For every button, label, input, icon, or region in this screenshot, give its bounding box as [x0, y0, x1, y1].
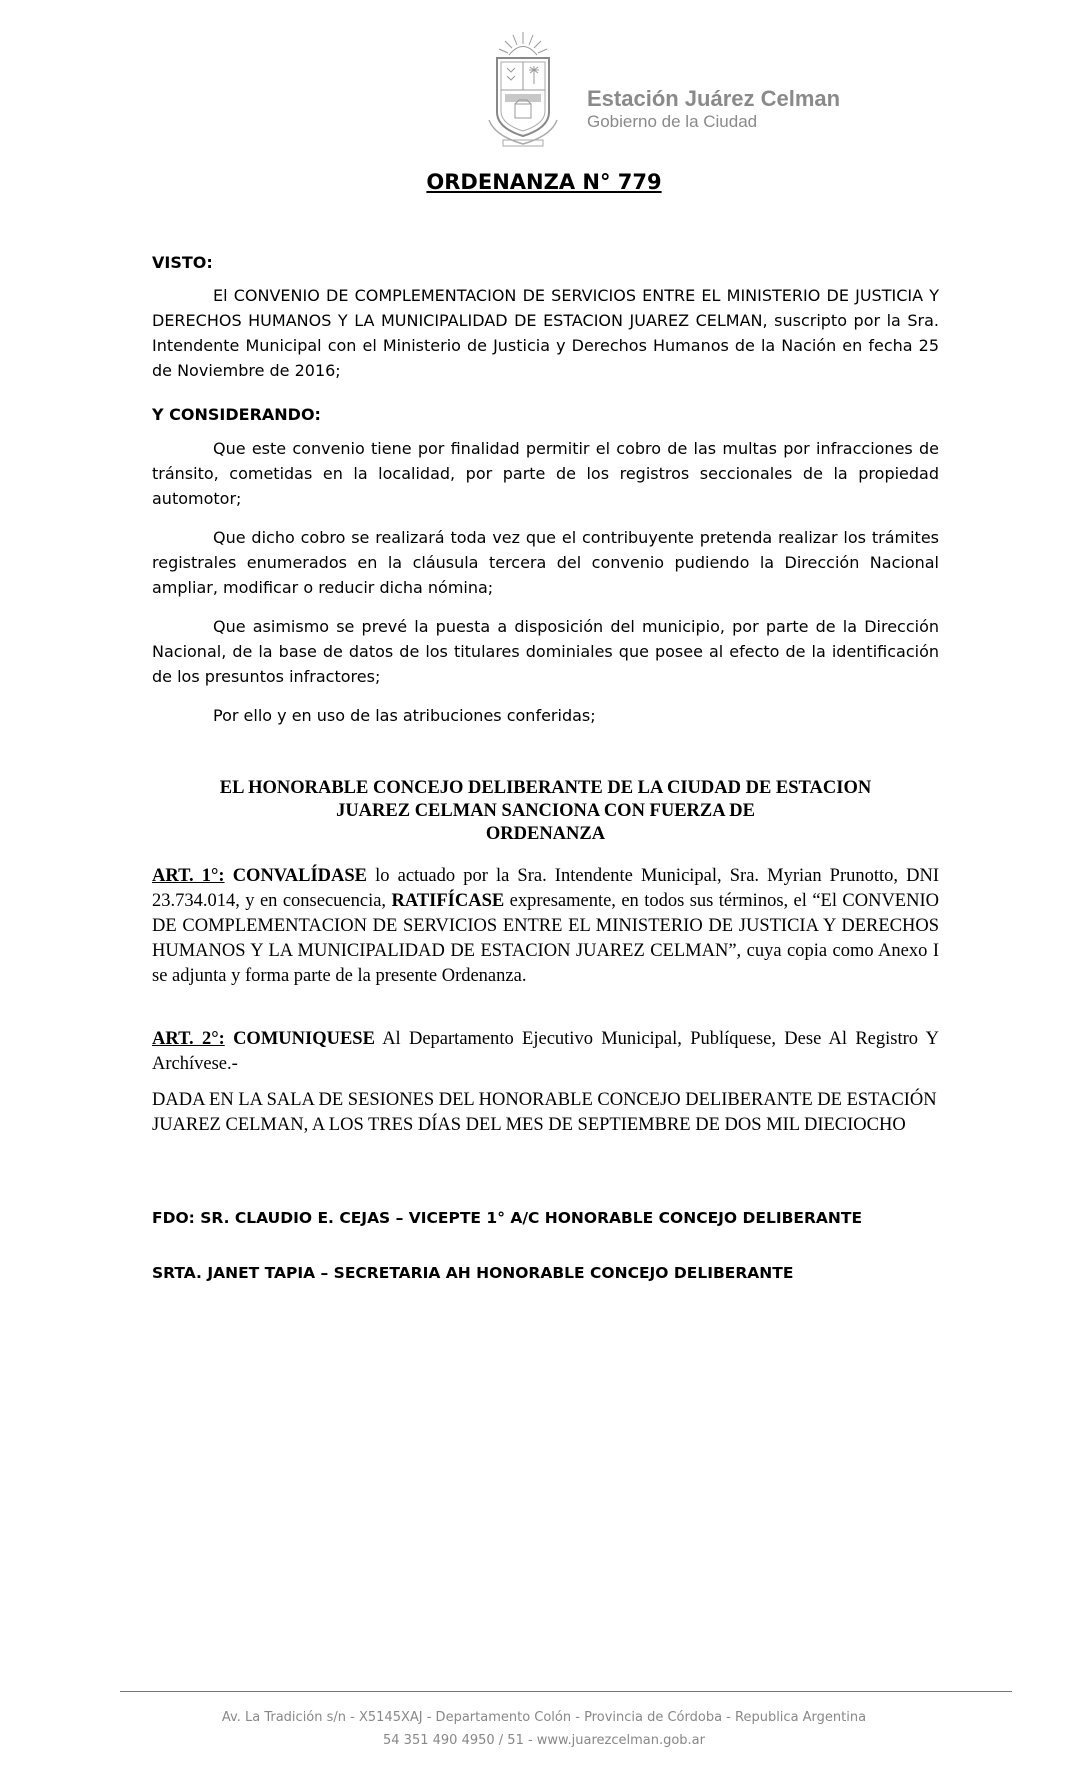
article-1-verb: RATIFÍCASE	[391, 891, 505, 911]
article-2-label: ART. 2°:	[152, 1029, 225, 1049]
article-1	[152, 864, 939, 989]
municipal-crest-icon	[485, 28, 561, 154]
letterhead-subtitle: Gobierno de la Ciudad	[587, 112, 758, 131]
considerando-paragraph: Que este convenio tiene por finalidad permitir el cobro de las multas por infracciones de tránsito, cometidas en la localidad, por parte de los registros seccionales de la propiedad automotor;	[152, 439, 939, 508]
article-1-label: ART. 1°:	[152, 866, 225, 886]
sanciona-heading-line: ORDENANZA	[485, 824, 606, 844]
article-2-verb: COMUNIQUESE	[233, 1029, 375, 1049]
considerando-label: Y CONSIDERANDO:	[152, 405, 321, 424]
considerando-paragraph: Que asimismo se prevé la puesta a disposición del municipio, por parte de la Dirección Nacional, de la base de datos de los titulares dominiales que posee al efecto de la identificación de los presuntos infractores;	[152, 617, 939, 686]
footer-address: Av. La Tradición s/n - X5145XAJ - Departamento Colón - Provincia de Córdoba - Republica Argentina	[221, 1710, 867, 1725]
footer-contact: 54 351 490 4950 / 51 - www.juarezcelman.gob.ar	[383, 1733, 705, 1748]
letterhead	[485, 28, 965, 158]
considerando-paragraph: Por ello y en uso de las atribuciones conferidas;	[213, 706, 596, 725]
signature-line: SRTA. JANET TAPIA – SECRETARIA AH HONORABLE CONCEJO DELIBERANTE	[152, 1264, 794, 1282]
sanciona-heading-line: JUAREZ CELMAN SANCIONA CON FUERZA DE	[336, 801, 755, 821]
visto-text: El CONVENIO DE COMPLEMENTACION DE SERVICIOS ENTRE EL MINISTERIO DE JUSTICIA Y DERECHOS HUMANOS Y LA MUNICIPALIDAD DE ESTACION JUAREZ CELMAN, suscripto por la Sra. Intendente Municipal con el Ministerio de Justicia y Derechos Humanos de la Nación en fecha 25 de Noviembre de 2016;	[152, 286, 939, 380]
article-2	[152, 1027, 939, 1077]
considerando-paragraph: Que dicho cobro se realizará toda vez que el contribuyente pretenda realizar los trámites registrales enumerados en la cláusula tercera del convenio pudiendo la Dirección Nacional ampliar, modificar o reducir dicha nómina;	[152, 528, 939, 597]
sanciona-heading-line: EL HONORABLE CONCEJO DELIBERANTE DE LA CIUDAD DE ESTACION	[219, 778, 872, 798]
visto-label: VISTO:	[152, 253, 213, 272]
letterhead-city-name: Estación Juárez Celman	[587, 86, 841, 111]
signature-line: FDO: SR. CLAUDIO E. CEJAS – VICEPTE 1° A/C HONORABLE CONCEJO DELIBERANTE	[152, 1209, 863, 1227]
article-2-text: Al Departamento Ejecutivo Municipal, Publíquese, Dese Al Registro Y Archívese.-	[152, 1029, 939, 1074]
article-1-verb: CONVALÍDASE	[232, 866, 368, 886]
footer-divider	[120, 1691, 1012, 1692]
dada-clause: DADA EN LA SALA DE SESIONES DEL HONORABLE CONCEJO DELIBERANTE DE ESTACIÓN JUAREZ CELMAN, A LOS TRES DÍAS DEL MES DE SEPTIEMBRE DE DOS MIL DIECIOCHO	[152, 1090, 937, 1135]
article-1-text: expresamente, en todos sus términos, el “El CONVENIO DE COMPLEMENTACION DE SERVICIOS ENTRE EL MINISTERIO DE JUSTICIA Y DERECHOS HUMANOS Y LA MUNICIPALIDAD DE ESTACION JUAREZ CELMAN”, cuya copia como Anexo I se adjunta y forma parte de la presente Ordenanza.	[152, 891, 939, 986]
ordinance-title: ORDENANZA N° 779	[426, 170, 662, 194]
article-1-text: lo actuado por la Sra. Intendente Municipal, Sra. Myrian Prunotto, DNI 23.734.014, y en consecuencia,	[152, 866, 940, 911]
